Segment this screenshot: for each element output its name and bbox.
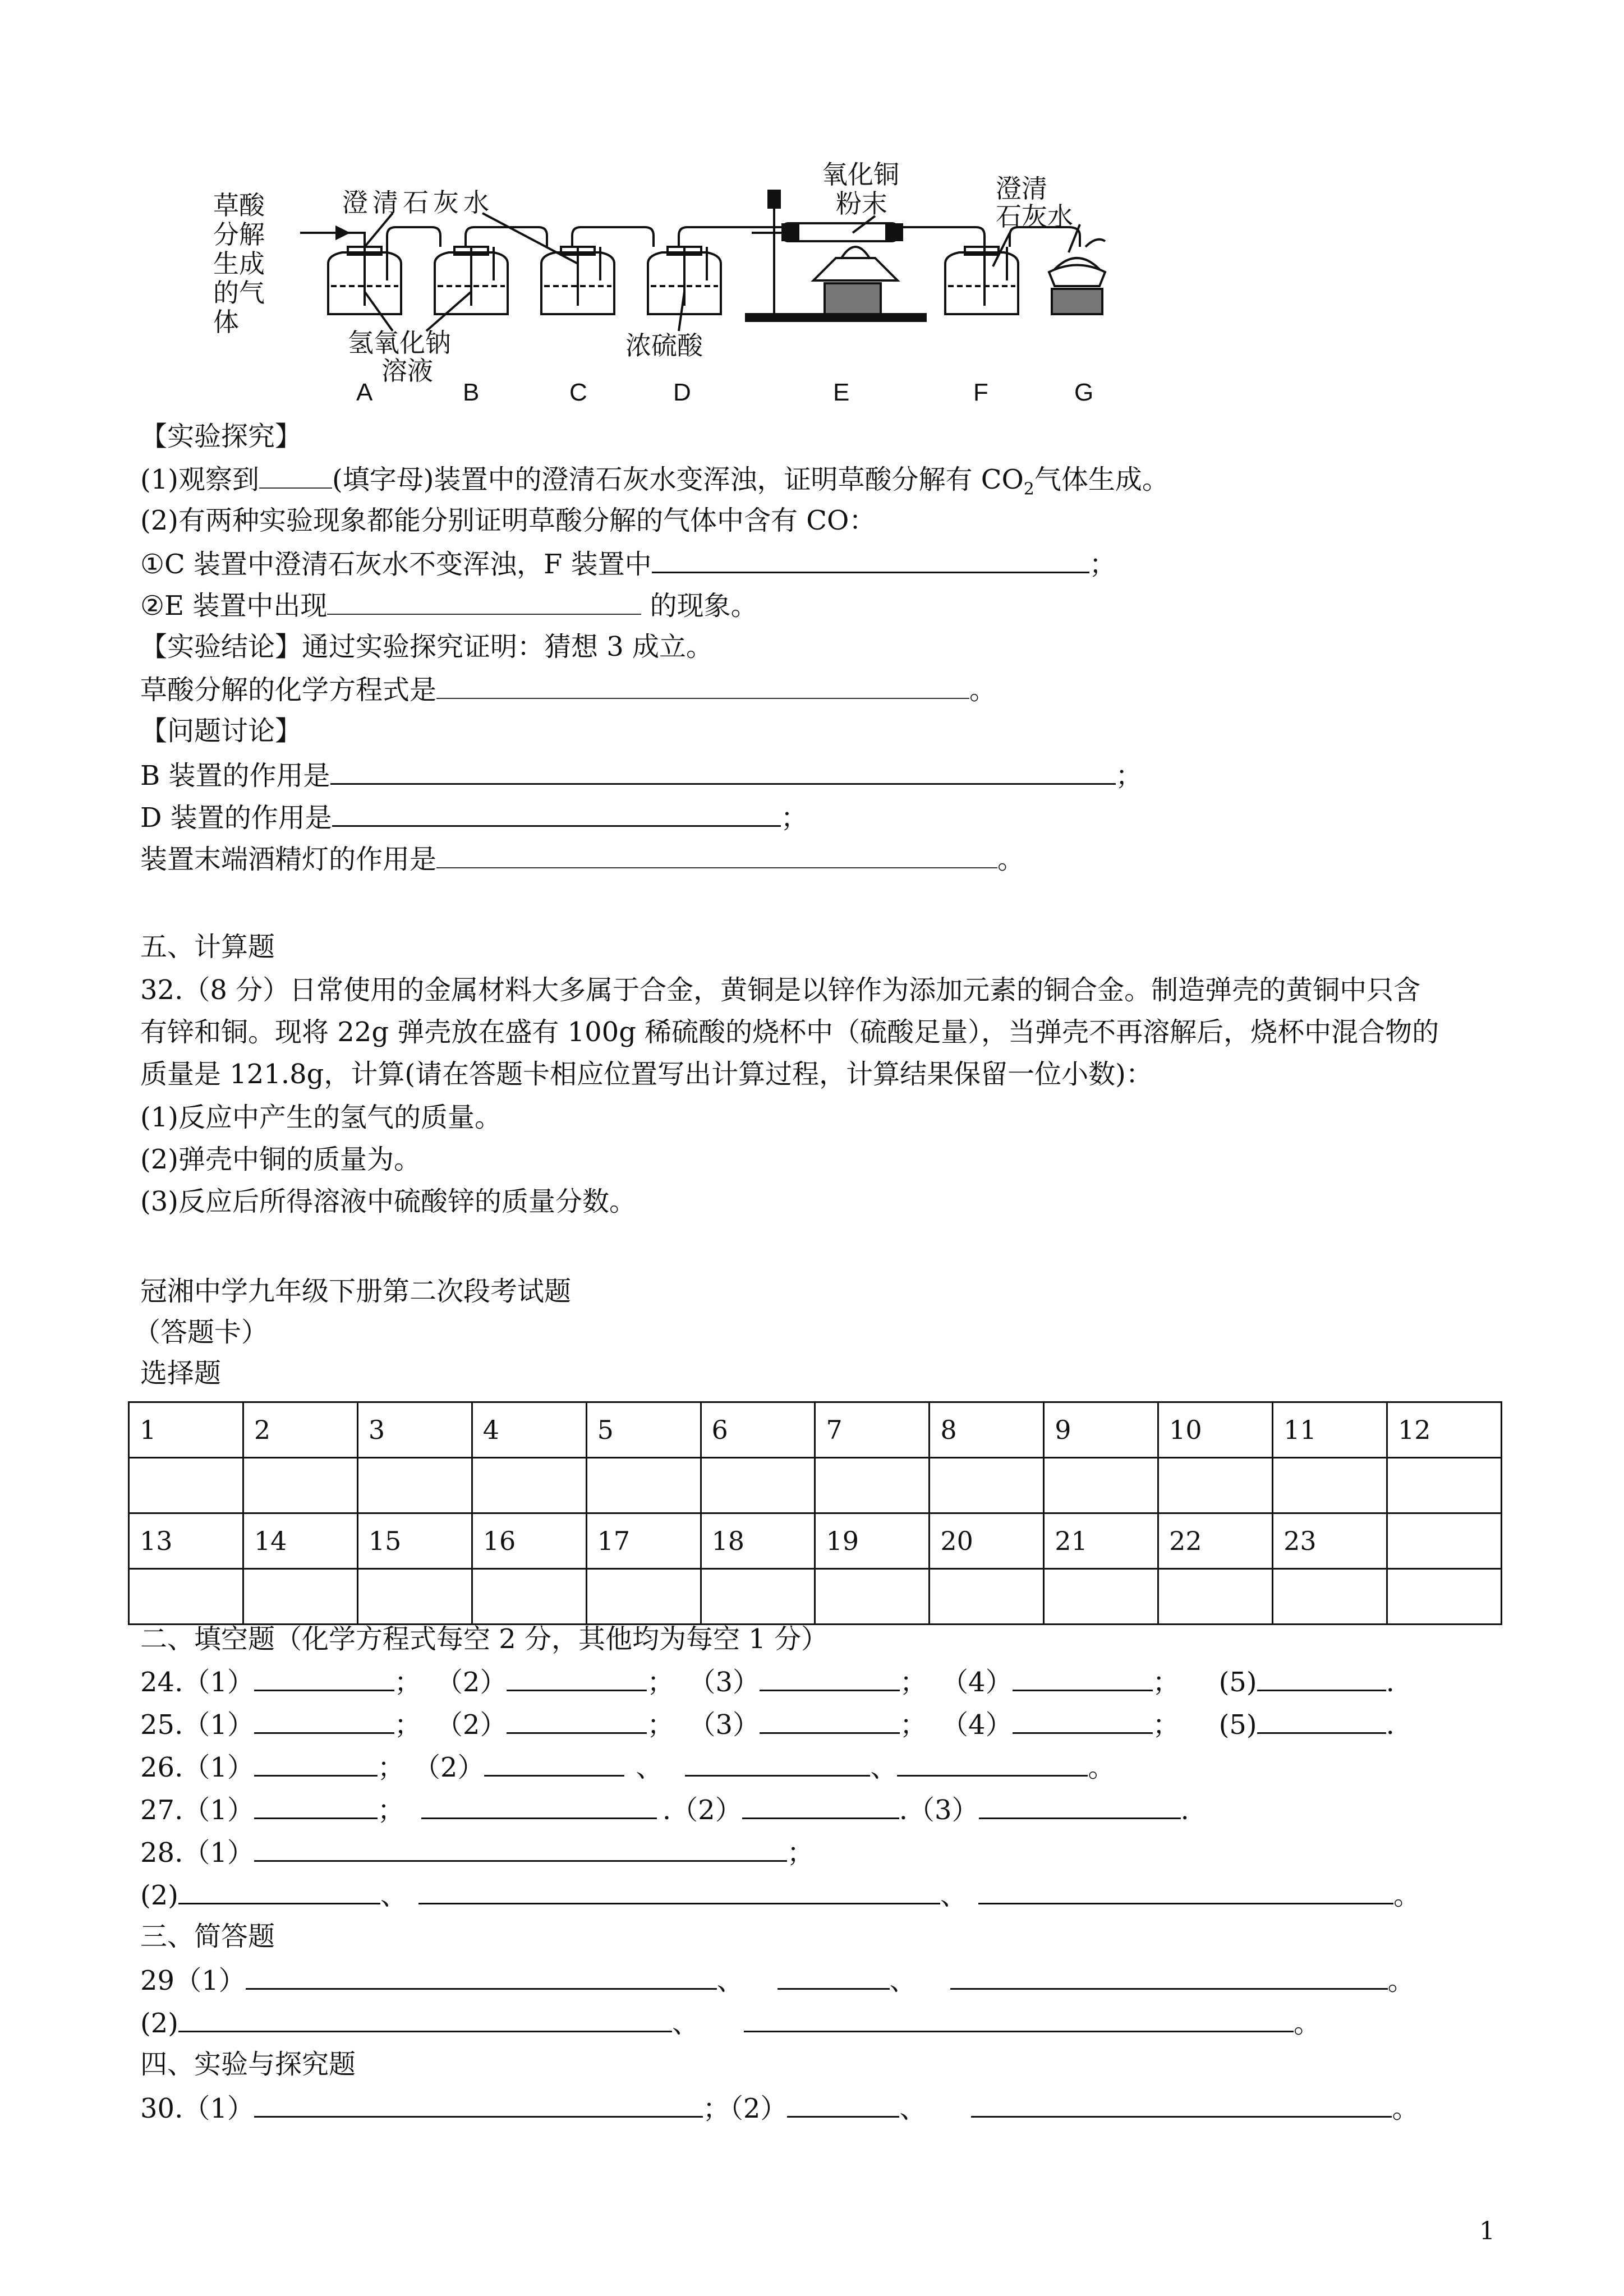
gas-source-label-4: 的气 bbox=[213, 278, 265, 308]
q24-blank-2[interactable] bbox=[507, 1664, 647, 1691]
equation-answer-blank[interactable] bbox=[436, 672, 969, 699]
q30-blank-1[interactable] bbox=[254, 2090, 703, 2118]
d-role-answer-blank[interactable] bbox=[332, 799, 781, 827]
punct: 、 bbox=[899, 2093, 927, 2124]
q29-blank-1[interactable] bbox=[246, 1962, 717, 1990]
inquiry-q2a bbox=[140, 546, 1116, 581]
b-role-answer-blank[interactable] bbox=[330, 757, 1116, 785]
letter-e: E bbox=[833, 379, 850, 406]
experiment-heading: 四、实验与探究题 bbox=[140, 2049, 356, 2080]
q27-line bbox=[140, 1792, 1189, 1827]
inquiry-q2b bbox=[140, 588, 758, 623]
q26-blank-3[interactable] bbox=[685, 1749, 870, 1777]
table-cell: 20 bbox=[930, 1513, 1044, 1569]
q25-label-4: （4） bbox=[955, 1709, 1013, 1741]
answer-cell[interactable] bbox=[1273, 1458, 1387, 1513]
q25-blank-3[interactable] bbox=[760, 1706, 900, 1734]
inquiry-q1 bbox=[140, 462, 1169, 507]
table-cell: 17 bbox=[586, 1513, 701, 1569]
q24-blank-1[interactable] bbox=[254, 1664, 394, 1691]
table-cell: 12 bbox=[1387, 1402, 1501, 1458]
answer-cell[interactable] bbox=[586, 1569, 701, 1625]
calc-q1: (1)反应中产生的氢气的质量。 bbox=[140, 1102, 502, 1133]
answer-cell[interactable] bbox=[815, 1569, 930, 1625]
discussion-d-end: ； bbox=[780, 802, 808, 834]
discussion-lamp bbox=[140, 841, 1024, 876]
calc-heading: 五、计算题 bbox=[140, 931, 275, 963]
table-cell: 9 bbox=[1044, 1402, 1158, 1458]
answer-cell[interactable] bbox=[1273, 1569, 1387, 1625]
q26-blank-2[interactable] bbox=[484, 1749, 624, 1777]
punct: ； bbox=[394, 1709, 421, 1741]
inquiry-q1-post: (填字母)装置中的澄清石灰水变浑浊，证明草酸分解有 CO bbox=[332, 464, 1024, 495]
short-answer-heading: 三、简答题 bbox=[140, 1921, 275, 1952]
punct: ； bbox=[1152, 1709, 1180, 1741]
q24-label: 24.（1） bbox=[140, 1667, 254, 1698]
limewater-label-2b: 石灰水 bbox=[996, 201, 1073, 232]
punct: ； bbox=[900, 1667, 927, 1698]
q30-label-2: ；（2） bbox=[702, 2093, 788, 2124]
table-row bbox=[129, 1458, 1502, 1513]
answer-cell[interactable] bbox=[1158, 1458, 1273, 1513]
q25-label-2: （2） bbox=[449, 1709, 507, 1741]
punct: 、 bbox=[870, 1752, 898, 1783]
calc-para-3: 质量是 121.8g，计算(请在答题卡相应位置写出计算过程，计算结果保留一位小数)： bbox=[140, 1059, 1153, 1090]
choice-heading: 选择题 bbox=[140, 1358, 222, 1389]
q26-line bbox=[140, 1749, 1115, 1784]
answer-cell[interactable] bbox=[1158, 1569, 1273, 1625]
q29-line-1 bbox=[140, 1962, 1415, 1998]
answer-cell[interactable] bbox=[129, 1569, 243, 1625]
table-cell: 23 bbox=[1273, 1513, 1387, 1569]
q28-label: 28.（1） bbox=[140, 1837, 254, 1869]
discussion-d-text: D 装置的作用是 bbox=[140, 802, 332, 834]
discussion-d bbox=[140, 799, 808, 835]
table-row bbox=[129, 1569, 1502, 1625]
q25-blank-2[interactable] bbox=[507, 1706, 647, 1734]
table-cell: 3 bbox=[357, 1402, 472, 1458]
punct: 。 bbox=[1393, 1880, 1421, 1911]
q29-label-2: (2) bbox=[140, 2008, 178, 2039]
calc-para-1: 32.（8 分）日常使用的金属材料大多属于合金，黄铜是以锌作为添加元素的铜合金。制造弹壳的黄铜中只含 bbox=[140, 974, 1421, 1006]
answer-cell[interactable] bbox=[1044, 1569, 1158, 1625]
q24-label-2: （2） bbox=[449, 1667, 507, 1698]
inquiry-heading: 【实验探究】 bbox=[140, 421, 302, 452]
q28-label-2: (2) bbox=[140, 1880, 178, 1911]
q26-label: 26.（1） bbox=[140, 1752, 254, 1783]
q29-line-2 bbox=[140, 2005, 1321, 2040]
table-cell: 15 bbox=[357, 1513, 472, 1569]
calc-para-2: 有锌和铜。现将 22g 弹壳放在盛有 100g 稀硫酸的烧杯中（硫酸足量），当弹壳不再溶解后，烧杯中混合物的 bbox=[140, 1016, 1439, 1048]
q27-label-3: .（3） bbox=[899, 1795, 979, 1826]
q1-answer-blank[interactable] bbox=[259, 462, 332, 489]
q30-blank-2[interactable] bbox=[787, 2090, 899, 2118]
inquiry-q1-pre: (1)观察到 bbox=[140, 464, 259, 495]
q25-blank-1[interactable] bbox=[254, 1706, 394, 1734]
punct: 。 bbox=[1392, 2093, 1419, 2124]
discussion-heading: 【问题讨论】 bbox=[140, 715, 302, 747]
answer-cell[interactable] bbox=[243, 1569, 357, 1625]
gas-source-label-1: 草酸 bbox=[213, 190, 265, 220]
q25-label: 25.（1） bbox=[140, 1709, 254, 1741]
punct: . bbox=[1180, 1795, 1189, 1826]
calc-q2: (2)弹壳中铜的质量为。 bbox=[140, 1144, 421, 1175]
table-cell: 2 bbox=[243, 1402, 357, 1458]
punct: 、 bbox=[672, 2008, 700, 2039]
card-title: 冠湘中学九年级下册第二次段考试题 bbox=[140, 1276, 572, 1307]
table-cell: 1 bbox=[129, 1402, 243, 1458]
page-number: 1 bbox=[1479, 2217, 1495, 2246]
discussion-b-text: B 装置的作用是 bbox=[140, 760, 330, 792]
table-cell: 5 bbox=[586, 1402, 701, 1458]
discussion-lamp-end: 。 bbox=[997, 844, 1025, 875]
table-cell: 22 bbox=[1158, 1513, 1273, 1569]
table-cell: 13 bbox=[129, 1513, 243, 1569]
answer-cell[interactable] bbox=[1044, 1458, 1158, 1513]
answer-cell[interactable] bbox=[701, 1569, 815, 1625]
punct: . bbox=[1386, 1667, 1395, 1698]
q25-blank-5[interactable] bbox=[1257, 1706, 1386, 1734]
inquiry-q2: (2)有两种实验现象都能分别证明草酸分解的气体中含有 CO： bbox=[140, 505, 876, 536]
punct: 。 bbox=[1088, 1752, 1115, 1783]
table-cell: 10 bbox=[1158, 1402, 1273, 1458]
q24-line bbox=[140, 1664, 1395, 1699]
q27-label-2: .（2） bbox=[662, 1795, 742, 1826]
answer-cell[interactable] bbox=[129, 1458, 243, 1513]
punct: 。 bbox=[1387, 1965, 1415, 1996]
answer-cell[interactable] bbox=[586, 1458, 701, 1513]
answer-cell[interactable] bbox=[357, 1458, 472, 1513]
table-cell: 4 bbox=[472, 1402, 586, 1458]
inquiry-q2b-text: ②E 装置中出现 bbox=[140, 590, 328, 622]
inquiry-equation-end: 。 bbox=[969, 674, 997, 706]
inquiry-equation-text: 草酸分解的化学方程式是 bbox=[140, 674, 437, 706]
inquiry-conclusion: 【实验结论】通过实验探究证明：猜想 3 成立。 bbox=[140, 631, 714, 662]
answer-cell[interactable] bbox=[815, 1458, 930, 1513]
table-cell: 18 bbox=[701, 1513, 815, 1569]
limewater-label-2a: 澄清 bbox=[996, 173, 1047, 204]
answer-cell[interactable] bbox=[701, 1458, 815, 1513]
q30-label: 30.（1） bbox=[140, 2093, 254, 2124]
limewater-label: 澄清石灰水 bbox=[342, 187, 494, 218]
table-row bbox=[129, 1402, 1502, 1458]
q28-line-1 bbox=[140, 1834, 814, 1870]
punct: ； bbox=[1152, 1667, 1180, 1698]
q27-label: 27.（1） bbox=[140, 1795, 254, 1826]
inquiry-q2b-end: 的现象。 bbox=[641, 590, 758, 622]
naoh-label-2: 溶液 bbox=[381, 356, 433, 386]
q26-blank-1[interactable] bbox=[254, 1749, 378, 1777]
letter-a: A bbox=[356, 379, 373, 406]
punct: ； bbox=[900, 1709, 927, 1741]
table-cell: 11 bbox=[1273, 1402, 1387, 1458]
punct: 。 bbox=[1294, 2008, 1321, 2039]
inquiry-q1-end: 气体生成。 bbox=[1034, 464, 1169, 495]
letter-f: F bbox=[973, 379, 988, 406]
table-cell: 6 bbox=[701, 1402, 815, 1458]
q27-blank-3[interactable] bbox=[742, 1792, 899, 1819]
answer-cell[interactable] bbox=[243, 1458, 357, 1513]
co2-subscript: 2 bbox=[1023, 479, 1034, 499]
q25-label-5: (5) bbox=[1218, 1709, 1257, 1741]
q29-blank-5[interactable] bbox=[744, 2005, 1294, 2032]
lamp-role-answer-blank[interactable] bbox=[436, 841, 997, 868]
q24-blank-5[interactable] bbox=[1257, 1664, 1386, 1691]
q26-label-2: （2） bbox=[426, 1752, 485, 1783]
q29-blank-3[interactable] bbox=[950, 1962, 1388, 1990]
table-cell: 7 bbox=[815, 1402, 930, 1458]
q29-label: 29（1） bbox=[140, 1965, 246, 1996]
table-row bbox=[129, 1513, 1502, 1569]
table-cell: 8 bbox=[930, 1402, 1044, 1458]
q26-blank-4[interactable] bbox=[897, 1749, 1088, 1777]
table-cell: 16 bbox=[472, 1513, 586, 1569]
answer-cell[interactable] bbox=[472, 1569, 586, 1625]
apparatus-drawing bbox=[0, 0, 1624, 415]
q25-label-3: （3） bbox=[702, 1709, 760, 1741]
letter-d: D bbox=[673, 379, 691, 406]
inquiry-q2a-end: ； bbox=[1089, 549, 1116, 580]
table-cell: 14 bbox=[243, 1513, 357, 1569]
letter-g: G bbox=[1074, 379, 1094, 406]
table-cell bbox=[1387, 1513, 1501, 1569]
q25-blank-4[interactable] bbox=[1013, 1706, 1153, 1734]
q29-blank-2[interactable] bbox=[778, 1962, 890, 1990]
q24-label-3: （3） bbox=[702, 1667, 760, 1698]
fill-heading: 二、填空题（化学方程式每空 2 分，其他均为每空 1 分） bbox=[140, 1623, 829, 1655]
acid-label: 浓硫酸 bbox=[625, 330, 703, 361]
q25-line bbox=[140, 1706, 1395, 1742]
punct: 、 bbox=[716, 1965, 744, 1996]
q27-blank-4[interactable] bbox=[979, 1792, 1181, 1819]
letter-c: C bbox=[569, 379, 587, 406]
q28-blank-3[interactable] bbox=[418, 1877, 940, 1904]
table-cell: 19 bbox=[815, 1513, 930, 1569]
cuo-label-1: 氧化铜 bbox=[822, 159, 899, 190]
q2b-answer-blank[interactable] bbox=[327, 588, 641, 615]
discussion-lamp-text: 装置末端酒精灯的作用是 bbox=[140, 844, 437, 875]
q24-blank-3[interactable] bbox=[760, 1664, 900, 1691]
answer-cell[interactable] bbox=[930, 1569, 1044, 1625]
q28-blank-1[interactable] bbox=[254, 1834, 787, 1862]
q2a-answer-blank[interactable] bbox=[652, 546, 1089, 573]
inquiry-q2a-text: ①C 装置中澄清石灰水不变浑浊，F 装置中 bbox=[140, 549, 652, 580]
punct: 、 bbox=[940, 1880, 968, 1911]
gas-source-label-3: 生成 bbox=[213, 249, 265, 279]
letter-b: B bbox=[463, 379, 480, 406]
calc-q3: (3)反应后所得溶液中硫酸锌的质量分数。 bbox=[140, 1186, 636, 1217]
gas-source-label-5: 体 bbox=[213, 307, 239, 337]
q30-blank-3[interactable] bbox=[971, 2090, 1392, 2118]
punct: ； bbox=[377, 1752, 404, 1783]
punct: ； bbox=[786, 1837, 814, 1869]
gas-source-label-2: 分解 bbox=[213, 219, 265, 250]
discussion-b bbox=[140, 757, 1143, 793]
q27-blank-1[interactable] bbox=[254, 1792, 378, 1819]
q30-line bbox=[140, 2090, 1419, 2125]
answer-cell[interactable] bbox=[472, 1458, 586, 1513]
punct: . bbox=[1386, 1709, 1395, 1741]
q24-blank-4[interactable] bbox=[1013, 1664, 1153, 1691]
card-subtitle: （答题卡） bbox=[134, 1317, 269, 1348]
answer-cell[interactable] bbox=[1387, 1458, 1501, 1513]
naoh-label-1: 氢氧化钠 bbox=[348, 328, 451, 358]
q24-label-5: (5) bbox=[1218, 1667, 1257, 1698]
q28-blank-2[interactable] bbox=[178, 1877, 380, 1904]
q24-label-4: （4） bbox=[955, 1667, 1013, 1698]
q28-line-2 bbox=[140, 1877, 1420, 1912]
punct: ； bbox=[394, 1667, 421, 1698]
cuo-label-2: 粉末 bbox=[836, 188, 887, 219]
punct: ； bbox=[377, 1795, 404, 1826]
answer-cell[interactable] bbox=[930, 1458, 1044, 1513]
choice-answer-table bbox=[128, 1401, 1502, 1625]
punct: ； bbox=[647, 1667, 674, 1698]
answer-cell[interactable] bbox=[1387, 1569, 1501, 1625]
q27-blank-2[interactable] bbox=[421, 1792, 657, 1819]
inquiry-equation bbox=[140, 672, 996, 707]
punct: 、 bbox=[636, 1752, 663, 1783]
q28-blank-4[interactable] bbox=[978, 1877, 1393, 1904]
punct: 、 bbox=[380, 1880, 408, 1911]
table-cell: 21 bbox=[1044, 1513, 1158, 1569]
answer-cell[interactable] bbox=[357, 1569, 472, 1625]
q29-blank-4[interactable] bbox=[178, 2005, 672, 2032]
discussion-b-end: ； bbox=[1115, 760, 1143, 792]
punct: ； bbox=[647, 1709, 674, 1741]
punct: 、 bbox=[889, 1965, 917, 1996]
